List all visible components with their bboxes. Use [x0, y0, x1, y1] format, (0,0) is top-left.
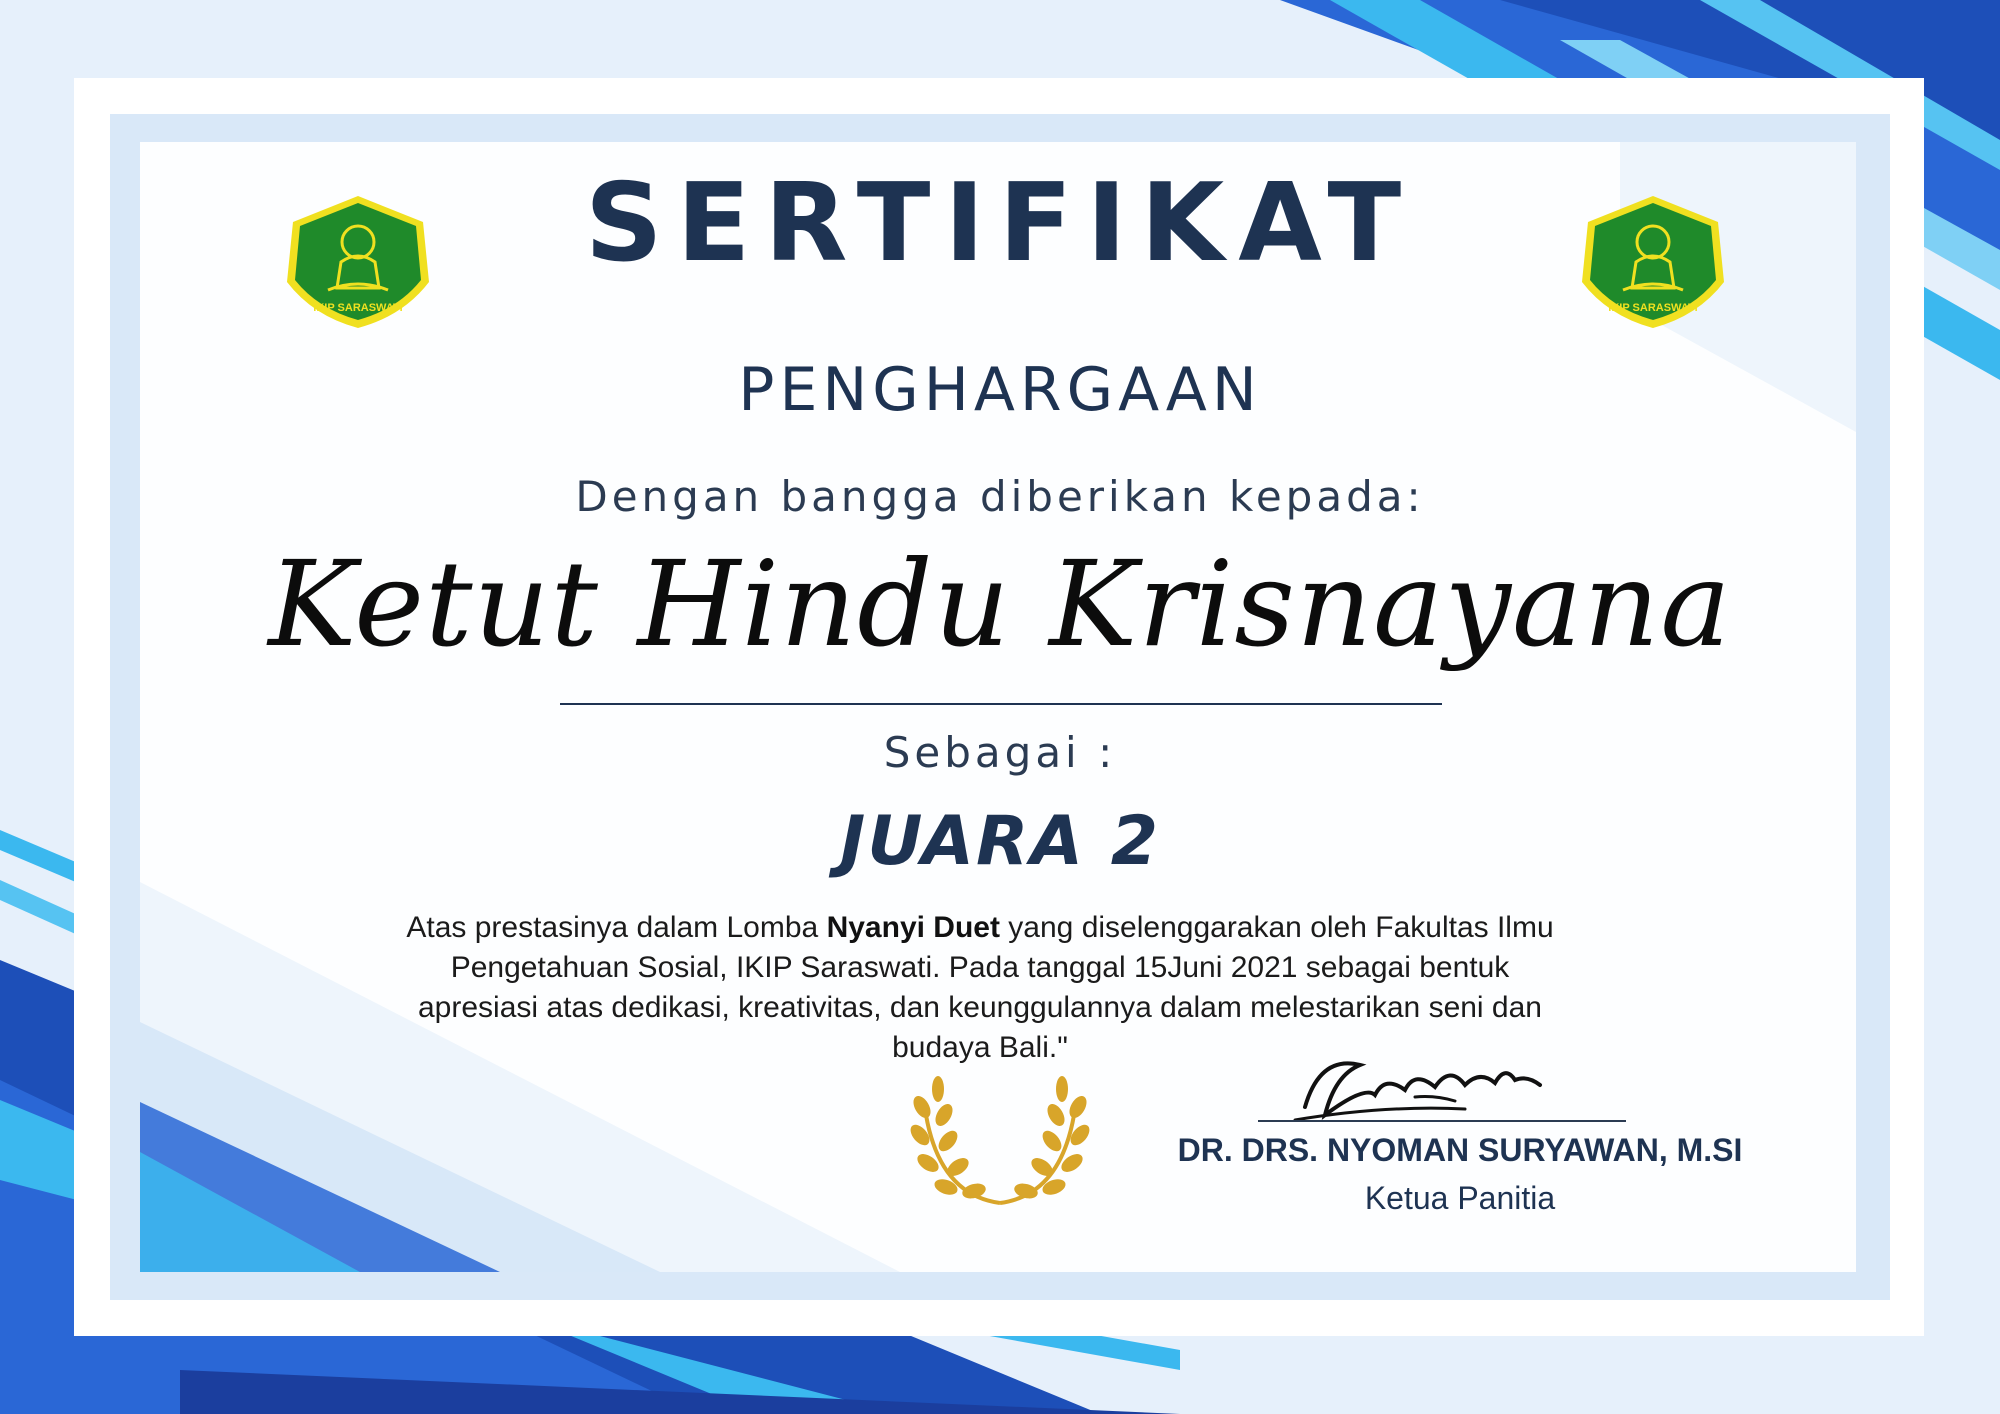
- description-text-before: Atas prestasinya dalam Lomba: [406, 911, 827, 944]
- given-to-label: Dengan bangga diberikan kepada:: [575, 472, 1425, 521]
- logo-right-text: IKIP SARASWATI: [1608, 302, 1698, 314]
- signer-name: DR. DRS. NYOMAN SURYAWAN, M.SI: [1177, 1132, 1743, 1168]
- award-rank: JUARA 2: [839, 802, 1161, 881]
- recipient-name: Ketut Hindu Krisnayana: [268, 535, 1732, 673]
- as-label: Sebagai :: [883, 728, 1117, 777]
- logo-left-text: IKIP SARASWATI: [313, 302, 403, 314]
- competition-name: Nyanyi Duet: [826, 911, 1000, 944]
- certificate-subtitle: PENGHARGAAN: [738, 355, 1262, 425]
- laurel-wreath-icon: [900, 1075, 1100, 1215]
- signer-role: Ketua Panitia: [1364, 1180, 1556, 1216]
- name-underline: [560, 703, 1442, 705]
- description-text-after: yang diselenggarakan oleh Fakultas Ilmu Pengetahuan Sosial, IKIP Saraswati. Pada tanggal 15Juni 2021 sebagai bentuk apresiasi atas dedikasi, kreativitas, dan keunggulannya dalam melestarikan seni dan budaya Bali.": [418, 911, 1554, 1064]
- certificate-title: SERTIFIKAT: [584, 161, 1416, 286]
- signature-line: [1258, 1120, 1626, 1122]
